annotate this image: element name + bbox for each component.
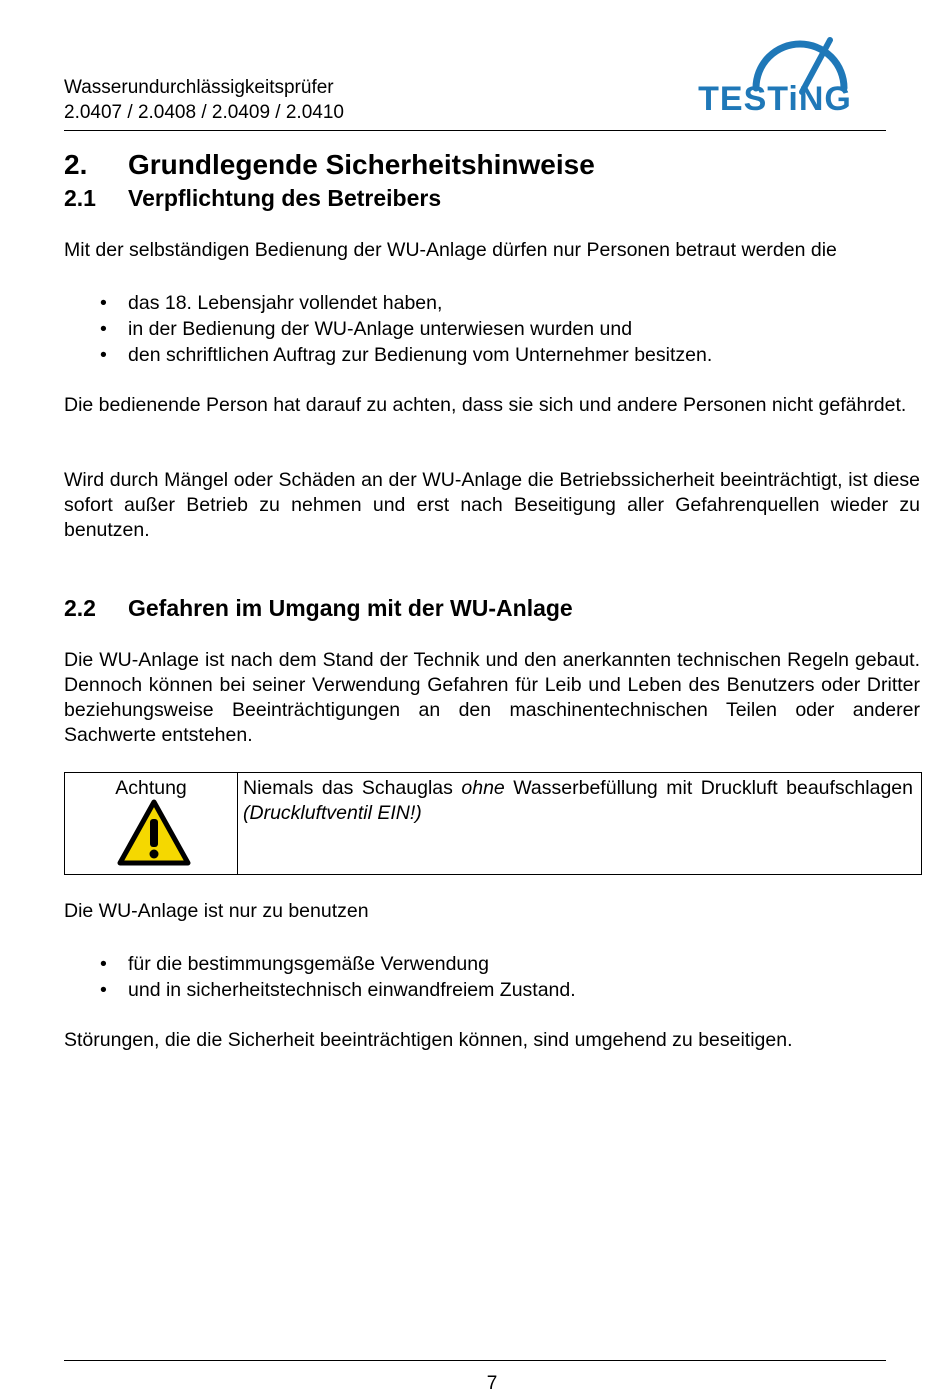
document-title: Wasserundurchlässigkeitsprüfer [64,77,334,98]
model-numbers: 2.0407 / 2.0408 / 2.0409 / 2.0410 [64,102,344,123]
section-2-1-title: Verpflichtung des Betreibers [128,185,442,211]
paragraph-operator-care: Die bedienende Person hat darauf zu achten, dass sie sich und andere Personen nicht gefährdet. [64,394,907,416]
warning-box [64,772,922,875]
testing-logo [664,34,886,114]
section-2-number: 2. [64,149,88,180]
paragraph-malfunction: Wird durch Mängel oder Schäden an der WU-Anlage die Betriebssicherheit beeinträchtigt, ist diese sofort außer Betrieb zu nehmen und erst nach Beseitigung aller Gefahrenquellen wieder zu benutzen. [64,469,920,541]
section-2-1-intro: Mit der selbständigen Bedienung der WU-Anlage dürfen nur Personen betraut werden die [64,239,837,261]
warning-triangle-icon [117,799,191,867]
page-number: 7 [486,1373,498,1394]
section-2-title: Grundlegende Sicherheitshinweise [128,149,595,180]
list-item: • in der Bedienung der WU-Anlage unterwiesen wurden und [100,318,633,340]
warning-text: Niemals das Schauglas ohne Wasserbefüllung mit Druckluft beaufschlagen (Druckluftventil EIN!) [243,777,913,824]
paragraph-hazards: Die WU-Anlage ist nach dem Stand der Technik und den anerkannten technischen Regeln gebaut. Dennoch können bei seiner Verwendung Gefahren für Leib und Leben des Benutzers oder Dritter beziehungsweise Beeinträchtigungen an den maschinentechnischen Teilen oder anderer Sachwerte entstehen. [64,649,920,746]
usage-conditions-list [64,951,920,1003]
footer-rule [64,1360,886,1361]
section-2-2-title: Gefahren im Umgang mit der WU-Anlage [128,595,573,621]
closing-paragraph: Störungen, die die Sicherheit beeinträchtigen können, sind umgehend zu beseitigen. [64,1029,793,1051]
list-item: • für die bestimmungsgemäße Verwendung [100,953,489,975]
usage-intro: Die WU-Anlage ist nur zu benutzen [64,900,369,922]
section-2-2-number: 2.2 [64,595,96,621]
warning-label-cell [65,773,238,874]
list-item: • den schriftlichen Auftrag zur Bedienung vom Unternehmer besitzen. [100,344,713,366]
list-item: • das 18. Lebensjahr vollendet haben, [100,292,443,314]
header-rule [64,130,886,131]
warning-label: Achtung [115,777,187,799]
section-2-1-number: 2.1 [64,185,96,211]
list-item: • und in sicherheitstechnisch einwandfreiem Zustand. [100,979,576,1001]
svg-text:TESTiNG: TESTiNG [698,80,852,114]
operator-requirements-list [64,290,920,368]
